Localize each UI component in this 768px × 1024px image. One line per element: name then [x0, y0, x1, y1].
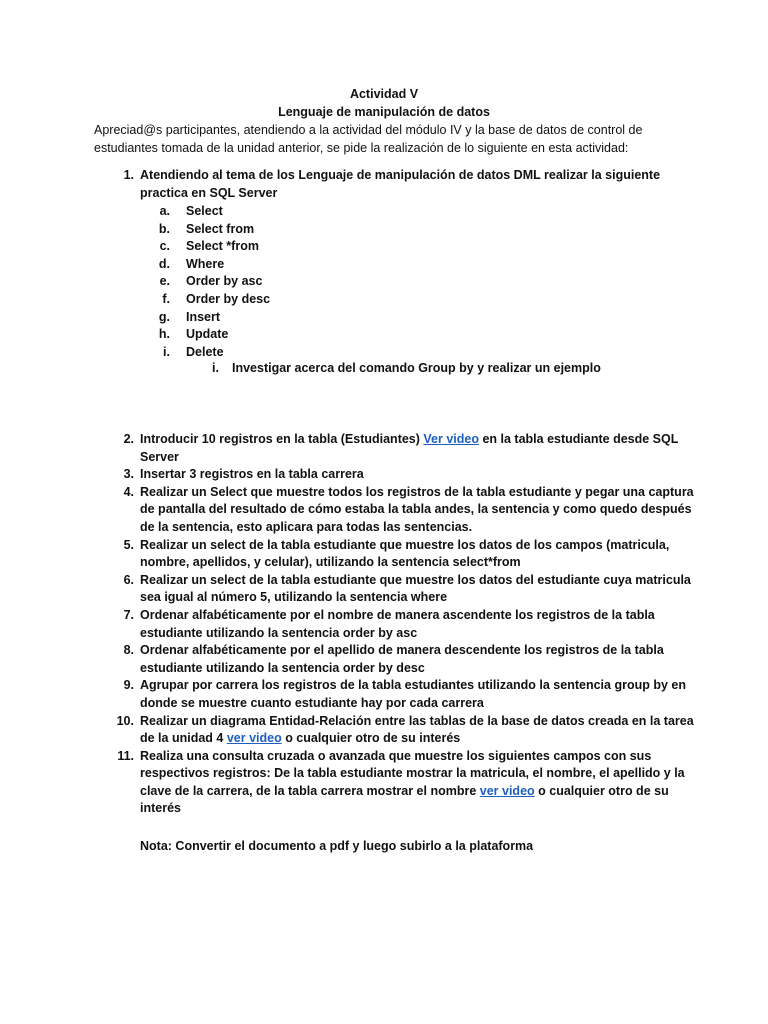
note-label: Nota:: [140, 839, 172, 853]
item-number: 8.: [123, 643, 134, 658]
item-line: Server: [140, 449, 179, 464]
sub-item-label: Order by desc: [186, 291, 271, 306]
intro-line: estudiantes tomada de la unidad anterior, se pide la realización de lo siguiente en esta actividad:: [94, 140, 629, 155]
roman-text: Investigar acerca del comando Group by y realizar un ejemplo: [232, 361, 601, 375]
sub-item-label: Insert: [186, 309, 221, 324]
list-item-11: [112, 748, 712, 818]
item-line: Realizar un select de la tabla estudiante que muestre los datos del estudiante cuya matricula: [140, 572, 691, 587]
item-number: 2.: [123, 432, 134, 446]
ver-video-link[interactable]: Ver video: [423, 432, 479, 446]
item-line: Realizar un select de la tabla estudiante que muestre los datos de los campos (matricula,: [140, 537, 670, 552]
sub-item-letter: c.: [159, 239, 170, 254]
item-line: estudiante utilizando la sentencia order by desc: [140, 660, 425, 675]
sub-item-letter: f.: [162, 291, 170, 306]
item-line: [140, 431, 712, 449]
item-line: donde se muestre cuanto estudiante hay por cada carrera: [140, 695, 484, 710]
list-item-3: [112, 466, 712, 484]
item-line: respectivos registros: De la tabla estudiante mostrar la matricula, el nombre, el apellido y la: [140, 766, 685, 781]
item-text: o cualquier otro de su: [534, 783, 669, 798]
item-line: [140, 730, 712, 748]
note: [140, 838, 533, 856]
roman-sub-item: [212, 360, 601, 378]
sub-item-letter: d.: [158, 256, 170, 271]
item-text: [140, 167, 700, 202]
item-text: de la unidad 4: [140, 731, 227, 746]
item-line: estudiante utilizando la sentencia order by asc: [140, 625, 418, 640]
sub-item-letter: a.: [159, 204, 170, 218]
item-line: de pantalla del resultado de cómo estaba la tabla andes, la sentencia y como quedo después: [140, 502, 692, 517]
item-line: Realizar un Select que muestre todos los registros de la tabla estudiante y pegar una captura: [140, 484, 694, 499]
sub-item-label: Select from: [186, 221, 255, 236]
item-number: 3.: [123, 467, 134, 482]
item-line: Atendiendo al tema de los Lenguaje de manipulación de datos DML realizar la siguiente: [140, 168, 661, 182]
roman-numeral: i.: [212, 361, 219, 375]
sub-item-letter: e.: [159, 274, 170, 289]
note-text: Convertir el documento a pdf y luego subirlo a la plataforma: [171, 839, 534, 853]
item-number: 10.: [116, 713, 134, 728]
list-item-9: [112, 677, 712, 712]
list-item-4: [112, 484, 712, 537]
list-item-7: [112, 607, 712, 642]
sub-item-label: Update: [186, 327, 229, 342]
sub-item-label: Order by asc: [186, 274, 263, 289]
item-line: interés: [140, 801, 181, 816]
sub-item-letter: i.: [163, 344, 170, 359]
item-number: 11.: [117, 748, 134, 763]
ver-video-link[interactable]: ver video: [226, 731, 282, 746]
item-text: en la tabla estudiante desde SQL: [479, 432, 679, 446]
item-number: 5.: [123, 537, 134, 552]
item-number: 9.: [123, 678, 134, 693]
item-number: 1.: [123, 168, 134, 182]
sub-item-letter: g.: [158, 309, 170, 324]
item-text: Introducir 10 registros en la tabla (Estudiantes): [140, 432, 424, 446]
list-item-6: [112, 572, 712, 607]
sub-item-letter: h.: [158, 327, 170, 342]
sub-item-letter: b.: [158, 221, 170, 236]
item-line: sea igual al número 5, utilizando la sentencia where: [140, 590, 448, 605]
item-line: Realiza una consulta cruzada o avanzada que muestre los siguientes campos con sus: [140, 748, 652, 763]
item-line: Insertar 3 registros en la tabla carrera: [140, 467, 364, 482]
sub-item-label: Select: [186, 204, 223, 218]
item-number: 7.: [123, 607, 134, 622]
task-list: [112, 431, 712, 818]
intro-line: Apreciad@s participantes, atendiendo a la actividad del módulo IV y la base de datos de control de: [94, 123, 643, 137]
item-text: o cualquier otro de su interés: [281, 731, 461, 746]
ver-video-link[interactable]: ver video: [479, 783, 535, 798]
sub-item-label: Where: [186, 256, 225, 271]
intro-paragraph: [94, 122, 694, 157]
item-line: [140, 783, 712, 801]
item-line: de la sentencia, esto aplicara para todas las sentencias.: [140, 519, 473, 534]
item-text: clave de la carrera, de la tabla carrera mostrar el nombre: [140, 783, 480, 798]
page-title: Actividad V: [349, 87, 419, 101]
list-item-10: [112, 713, 712, 748]
item-number: 4.: [123, 484, 134, 499]
item-line: Agrupar por carrera los registros de la tabla estudiantes utilizando la sentencia group by en: [140, 678, 686, 693]
item-number: 6.: [123, 572, 134, 587]
item-line: Realizar un diagrama Entidad-Relación entre las tablas de la base de datos creada en la tarea: [140, 713, 694, 728]
list-item-2: [112, 431, 712, 466]
sub-item-label: Select *from: [186, 239, 259, 254]
sub-item-label: Delete: [186, 344, 224, 359]
item-line: Ordenar alfabéticamente por el apellido de manera descendente los registros de la tabla: [140, 643, 664, 658]
item-line: practica en SQL Server: [140, 185, 278, 200]
list-item-8: [112, 642, 712, 677]
page-subtitle: Lenguaje de manipulación de datos: [278, 105, 490, 119]
item-line: Ordenar alfabéticamente por el nombre de manera ascendente los registros de la tabla: [140, 607, 655, 622]
list-item-5: [112, 537, 712, 572]
item-line: nombre, apellidos, y celular), utilizando la sentencia select*from: [140, 555, 521, 570]
